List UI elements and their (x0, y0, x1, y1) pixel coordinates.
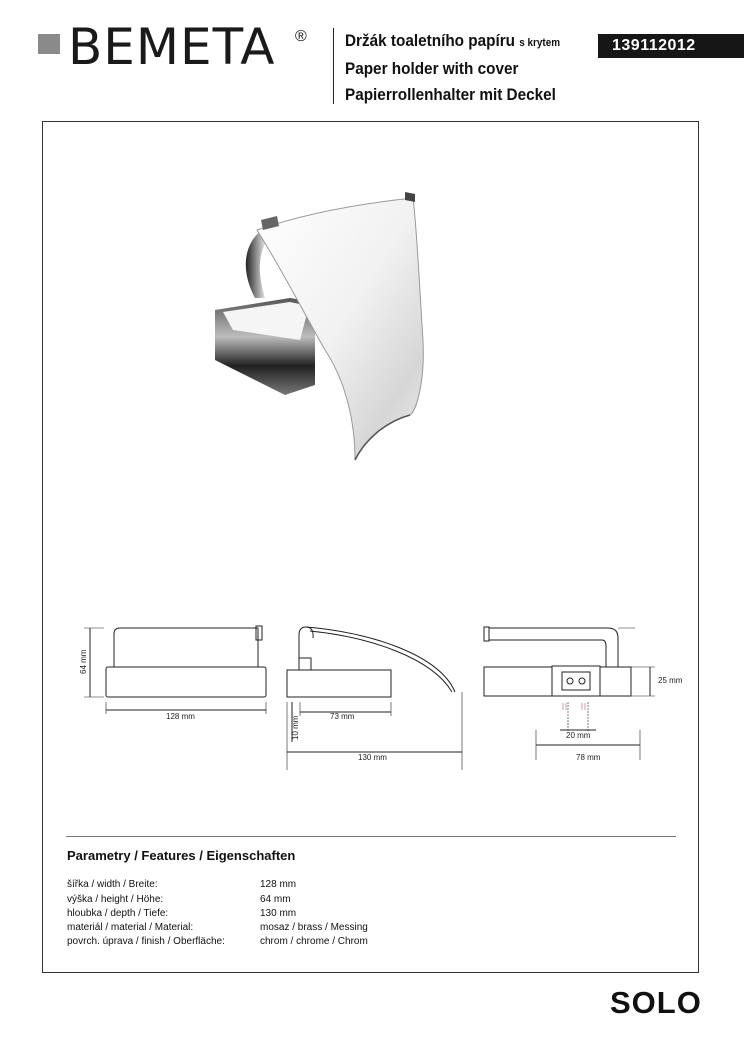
title-en: Paper holder with cover (345, 59, 519, 78)
feature-label-depth: hloubka / depth / Tiefe: (67, 908, 169, 919)
feature-value-depth: 130 mm (260, 908, 297, 919)
features-heading: Parametry / Features / Eigenschaften (67, 848, 296, 863)
feature-value-width: 128 mm (260, 879, 297, 890)
feature-value-height: 64 mm (260, 894, 291, 905)
feature-label-height: výška / height / Höhe: (67, 894, 164, 905)
product-code: 139112012 (598, 34, 744, 58)
brand-logo (38, 18, 318, 82)
feature-value-finish: chrom / chrome / Chrom (260, 936, 368, 947)
feature-label-finish: povrch. úprava / finish / Oberfläche: (67, 936, 225, 947)
features-divider (66, 836, 676, 837)
series-name: SOLO (610, 985, 702, 1020)
product-photo (205, 190, 535, 470)
title-cz-suffix: s krytem (519, 37, 561, 49)
dim-height-label: 64 mm (79, 649, 88, 674)
technical-drawings (70, 610, 700, 770)
dim-base-label: 10 mm (291, 715, 300, 740)
dim-hole-spacing-label: 20 mm (566, 731, 591, 740)
title-cz-main: Držák toaletního papíru (345, 31, 516, 50)
logo-text: BEMETA (68, 18, 276, 76)
dim-arm-label: 73 mm (330, 712, 355, 721)
product-titles (345, 28, 584, 108)
feature-label-width: šířka / width / Breite: (67, 879, 158, 890)
dim-mount-width-label: 78 mm (576, 753, 601, 762)
dim-width-label: 128 mm (166, 712, 195, 721)
feature-value-material: mosaz / brass / Messing (260, 922, 368, 933)
logo-square-icon (38, 34, 60, 54)
title-cz (345, 28, 560, 56)
dim-depth-label: 130 mm (358, 753, 387, 762)
registered-mark: ® (295, 28, 307, 45)
dim-mount-height-label: 25 mm (658, 676, 683, 685)
feature-label-material: materiál / material / Material: (67, 922, 194, 933)
title-de: Papierrollenhalter mit Deckel (345, 85, 556, 104)
header-divider (333, 28, 334, 104)
